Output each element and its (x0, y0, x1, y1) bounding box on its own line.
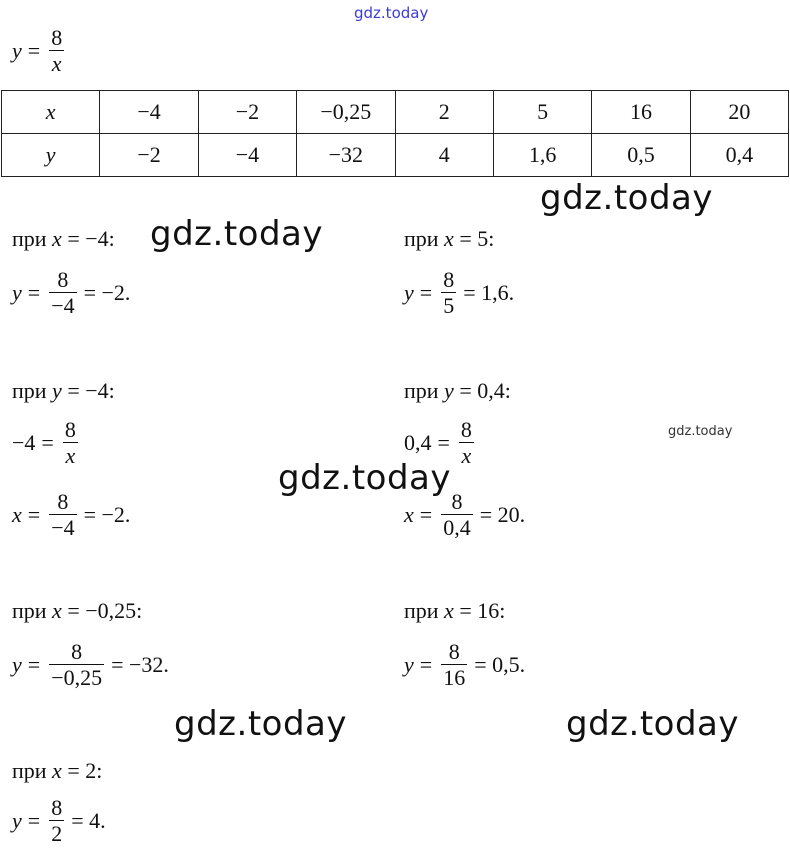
condition-b2: при x = 5: (404, 226, 495, 251)
condition-b4: при y = 0,4: (404, 378, 511, 403)
equation-b7: y = $\frac{8}{2}$ = 4. (12, 795, 106, 847)
table-row (2, 91, 789, 134)
equation-b3-1: −4 = $\frac{8}{x}$ (12, 417, 76, 469)
formula-num: 8 (51, 25, 63, 50)
equation-b2: y = $\frac{8}{5}$ = 1,6. (404, 267, 515, 319)
table-cell: −4 (198, 134, 296, 177)
condition-b1: при x = −4: (12, 226, 115, 251)
equation-b5: y = $\frac{8}{-0,25}$ = −32. (12, 639, 169, 691)
table-cell: 20 (690, 91, 788, 134)
table-cell: −0,25 (297, 91, 395, 134)
condition-b5: при x = −0,25: (12, 598, 143, 623)
table-cell: −2 (198, 91, 296, 134)
table-cell: 0,4 (690, 134, 788, 177)
watermark-1: gdz.today (540, 178, 713, 218)
table-cell: 1,6 (493, 134, 591, 177)
formula-eq: = (27, 37, 41, 63)
equation-b1: y = $\frac{8}{-4}$ = −2. (12, 267, 131, 319)
table-cell: −32 (297, 134, 395, 177)
table-cell-label: y (2, 134, 100, 177)
watermark-small: gdz.today (668, 424, 733, 439)
watermark-3: gdz.today (278, 458, 451, 498)
equation-b4-2: x = $\frac{8}{0,4}$ = 20. (404, 489, 526, 541)
equation-b4-1: 0,4 = $\frac{8}{x}$ (404, 417, 472, 469)
table-cell: 0,5 (592, 134, 690, 177)
table-cell: −2 (100, 134, 198, 177)
watermark-4: gdz.today (174, 704, 347, 744)
fraction: $\frac{8}{-4}$ (51, 267, 75, 319)
watermark-5: gdz.today (566, 704, 739, 744)
fraction: $\frac{8}{2}$ (51, 795, 63, 847)
table-cell: 4 (395, 134, 493, 177)
fraction: $\frac{8}{5}$ (443, 267, 455, 319)
table-cell: −4 (100, 91, 198, 134)
fraction: $\frac{8}{-0,25}$ (51, 639, 103, 691)
watermark-top: gdz.today (354, 4, 429, 22)
table-cell: 5 (493, 91, 591, 134)
fraction: $\frac{8}{x}$ (460, 417, 472, 469)
condition-b3: при y = −4: (12, 378, 115, 403)
fraction: $\frac{8}{x}$ (64, 417, 76, 469)
main-formula (12, 26, 67, 75)
fraction: $\frac{8}{0,4}$ (443, 489, 471, 541)
fraction: $\frac{8}{16}$ (443, 639, 466, 691)
fraction: $\frac{8}{-4}$ (51, 489, 75, 541)
watermark-2: gdz.today (150, 214, 323, 254)
condition-b6: при x = 16: (404, 598, 506, 623)
values-table (1, 90, 789, 177)
equation-b3-2: x = $\frac{8}{-4}$ = −2. (12, 489, 131, 541)
table-cell: 2 (395, 91, 493, 134)
table-cell-label: x (2, 91, 100, 134)
equation-b6: y = $\frac{8}{16}$ = 0,5. (404, 639, 526, 691)
formula-fraction (49, 26, 64, 75)
formula-lhs: y (12, 37, 22, 63)
table-row (2, 134, 789, 177)
table-cell: 16 (592, 91, 690, 134)
condition-b7: при x = 2: (12, 758, 103, 783)
formula-den: x (51, 51, 62, 77)
